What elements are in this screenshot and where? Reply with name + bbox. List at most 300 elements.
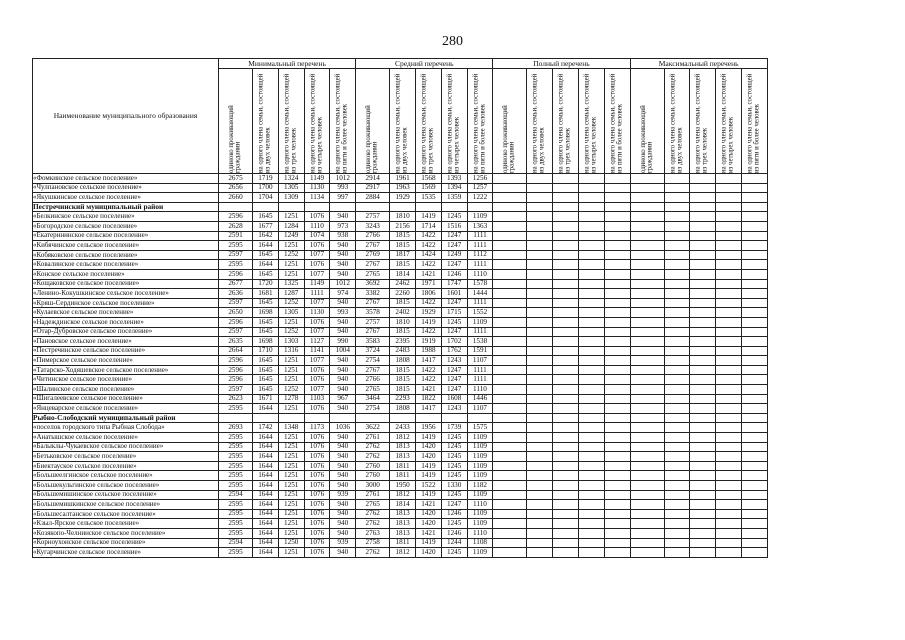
table-row [33, 221, 768, 231]
value-cell [741, 241, 767, 251]
value-cell [493, 452, 527, 462]
value-cell [604, 423, 630, 433]
value-cell [553, 356, 579, 366]
value-cell: 1245 [441, 212, 467, 222]
value-cell [664, 375, 690, 385]
value-cell [664, 317, 690, 327]
value-cell [578, 202, 604, 212]
value-cell [527, 308, 553, 318]
value-cell: 1244 [441, 538, 467, 548]
value-cell [527, 490, 553, 500]
value-cell [716, 471, 742, 481]
value-cell [630, 433, 664, 443]
value-cell: 1012 [330, 279, 356, 289]
table-row [33, 346, 768, 356]
value-cell [604, 519, 630, 529]
value-cell [716, 461, 742, 471]
value-cell [690, 193, 716, 203]
value-cell [527, 423, 553, 433]
value-cell [690, 183, 716, 193]
value-cell [527, 356, 553, 366]
value-cell: 1074 [304, 231, 330, 241]
value-cell: 1076 [304, 490, 330, 500]
value-cell [741, 298, 767, 308]
value-cell [415, 202, 441, 212]
table-row [33, 365, 768, 375]
value-cell [630, 413, 664, 423]
value-cell [690, 250, 716, 260]
value-cell [493, 193, 527, 203]
value-cell: 993 [330, 308, 356, 318]
value-cell [664, 442, 690, 452]
value-cell [716, 193, 742, 203]
value-cell: 1109 [467, 452, 493, 462]
value-cell: 1677 [253, 221, 279, 231]
value-cell [664, 404, 690, 414]
value-cell [741, 174, 767, 184]
value-cell [664, 509, 690, 519]
subcolumn-header-label: на одного члена семьи, состоящей из трех человек [557, 73, 572, 173]
value-cell [493, 528, 527, 538]
value-cell: 1251 [278, 356, 304, 366]
value-cell: 1077 [304, 250, 330, 260]
value-cell: 1251 [278, 241, 304, 251]
value-cell: 1111 [467, 260, 493, 270]
value-cell: 2628 [219, 221, 253, 231]
value-cell [716, 490, 742, 500]
value-cell [527, 481, 553, 491]
value-cell: 1110 [467, 500, 493, 510]
value-cell [330, 413, 356, 423]
subcolumn-header [390, 69, 416, 174]
value-cell: 1710 [253, 346, 279, 356]
value-cell: 1644 [253, 548, 279, 558]
value-cell [578, 423, 604, 433]
value-cell [553, 413, 579, 423]
municipality-name: «Отар-Дубровское сельское поселение» [33, 327, 219, 337]
municipality-name: «Кибячинское сельское поселение» [33, 241, 219, 251]
value-cell: 1251 [278, 317, 304, 327]
value-cell [493, 365, 527, 375]
value-cell [716, 452, 742, 462]
value-cell [604, 509, 630, 519]
value-cell [578, 385, 604, 395]
value-cell [278, 202, 304, 212]
table-row [33, 269, 768, 279]
value-cell [527, 212, 553, 222]
value-cell: 2766 [356, 375, 390, 385]
value-cell: 2765 [356, 500, 390, 510]
value-cell [253, 202, 279, 212]
value-cell: 1645 [253, 365, 279, 375]
value-cell [356, 413, 390, 423]
value-cell [741, 423, 767, 433]
value-cell [527, 461, 553, 471]
subcolumn-header-label: на одного члена семьи, состоящей из двух человек [394, 73, 409, 173]
value-cell [690, 346, 716, 356]
value-cell: 1127 [304, 337, 330, 347]
value-cell: 1077 [304, 385, 330, 395]
value-cell [690, 221, 716, 231]
value-cell [664, 538, 690, 548]
table-row [33, 433, 768, 443]
district-name: Рыбно-Слободский муниципальный район [33, 413, 219, 423]
value-cell [630, 327, 664, 337]
table-row [33, 289, 768, 299]
value-cell: 1251 [278, 365, 304, 375]
value-cell [527, 500, 553, 510]
value-cell: 2595 [219, 471, 253, 481]
value-cell: 1569 [415, 183, 441, 193]
value-cell: 1324 [278, 174, 304, 184]
table-row [33, 375, 768, 385]
value-cell: 1249 [278, 231, 304, 241]
value-cell: 2754 [356, 356, 390, 366]
value-cell: 1316 [278, 346, 304, 356]
value-cell: 3464 [356, 394, 390, 404]
value-cell [527, 337, 553, 347]
value-cell: 3382 [356, 289, 390, 299]
value-cell: 3583 [356, 337, 390, 347]
value-cell: 2636 [219, 289, 253, 299]
value-cell [604, 202, 630, 212]
value-cell [527, 375, 553, 385]
value-cell: 1422 [415, 231, 441, 241]
value-cell [630, 174, 664, 184]
value-cell [716, 346, 742, 356]
municipality-name: «Анатышское сельское поселение» [33, 433, 219, 443]
value-cell [493, 461, 527, 471]
value-cell [716, 269, 742, 279]
value-cell: 1245 [441, 548, 467, 558]
value-cell: 1810 [390, 212, 416, 222]
value-cell [664, 279, 690, 289]
value-cell [527, 183, 553, 193]
value-cell [578, 538, 604, 548]
value-cell: 2765 [356, 385, 390, 395]
table-row [33, 308, 768, 318]
value-cell [716, 528, 742, 538]
value-cell [690, 433, 716, 443]
value-cell: 1246 [441, 269, 467, 279]
value-cell: 1251 [278, 509, 304, 519]
subcolumn-header-label: на одного члена семьи, состоящей из трех человек [420, 73, 435, 173]
value-cell: 1245 [441, 490, 467, 500]
subcolumn-header [604, 69, 630, 174]
value-cell: 1251 [278, 528, 304, 538]
value-cell [716, 538, 742, 548]
value-cell: 2597 [219, 385, 253, 395]
value-cell: 1644 [253, 519, 279, 529]
subcolumn-header-label: на одного члена семьи, состоящей из пяти и более человек [335, 73, 349, 173]
value-cell: 1419 [415, 317, 441, 327]
municipality-name: «Янцеварское сельское поселение» [33, 404, 219, 414]
district-name: Пестречинский муниципальный район [33, 202, 219, 212]
value-cell: 1247 [441, 241, 467, 251]
value-cell: 1077 [304, 327, 330, 337]
value-cell: 1252 [278, 327, 304, 337]
value-cell: 2596 [219, 212, 253, 222]
value-cell: 990 [330, 337, 356, 347]
value-cell: 1814 [390, 500, 416, 510]
value-cell [604, 471, 630, 481]
value-cell: 1109 [467, 317, 493, 327]
value-cell: 1446 [467, 394, 493, 404]
subcolumn-header-label: одиноко проживающий гражданин [227, 105, 242, 173]
value-cell [578, 250, 604, 260]
value-cell: 940 [330, 528, 356, 538]
value-cell: 2767 [356, 298, 390, 308]
value-cell [664, 413, 690, 423]
table-row [33, 212, 768, 222]
value-cell [493, 183, 527, 193]
municipality-name: «Пановское сельское поселение» [33, 337, 219, 347]
value-cell: 1243 [441, 356, 467, 366]
value-cell: 1284 [278, 221, 304, 231]
value-cell: 940 [330, 548, 356, 558]
municipality-name: «Большеелгинское сельское поселение» [33, 471, 219, 481]
value-cell: 1420 [415, 452, 441, 462]
group-header-full: Полный перечень [493, 59, 630, 69]
value-cell [493, 346, 527, 356]
value-cell [578, 433, 604, 443]
value-cell: 2635 [219, 337, 253, 347]
value-cell [716, 183, 742, 193]
value-cell [527, 289, 553, 299]
value-cell: 1309 [278, 193, 304, 203]
value-cell: 1076 [304, 260, 330, 270]
value-cell [741, 337, 767, 347]
municipality-name: «Богородское сельское поселение» [33, 221, 219, 231]
table-row [33, 241, 768, 251]
value-cell [741, 183, 767, 193]
value-cell: 1111 [467, 365, 493, 375]
municipality-name: «поселок городского типа Рыбная Слобода» [33, 423, 219, 433]
value-cell: 1245 [441, 442, 467, 452]
value-cell: 1645 [253, 385, 279, 395]
value-cell: 1420 [415, 509, 441, 519]
value-cell: 2757 [356, 212, 390, 222]
value-cell [493, 269, 527, 279]
value-cell [553, 461, 579, 471]
value-cell [553, 183, 579, 193]
value-cell [741, 375, 767, 385]
value-cell [716, 241, 742, 251]
value-cell [741, 289, 767, 299]
value-cell [716, 375, 742, 385]
value-cell [493, 327, 527, 337]
value-cell [604, 241, 630, 251]
value-cell: 1109 [467, 212, 493, 222]
value-cell [527, 452, 553, 462]
value-cell [664, 500, 690, 510]
value-cell [527, 394, 553, 404]
value-cell [493, 375, 527, 385]
value-cell [578, 481, 604, 491]
value-cell: 2595 [219, 528, 253, 538]
value-cell: 2664 [219, 346, 253, 356]
value-cell: 1422 [415, 375, 441, 385]
value-cell [630, 241, 664, 251]
value-cell [553, 308, 579, 318]
value-cell [553, 231, 579, 241]
value-cell: 1720 [253, 279, 279, 289]
value-cell [664, 423, 690, 433]
value-cell: 1107 [467, 356, 493, 366]
value-cell [690, 404, 716, 414]
value-cell [604, 317, 630, 327]
value-cell [553, 250, 579, 260]
value-cell: 1815 [390, 375, 416, 385]
value-cell: 2884 [356, 193, 390, 203]
value-cell [630, 193, 664, 203]
value-cell [441, 202, 467, 212]
value-cell [527, 365, 553, 375]
value-cell [690, 317, 716, 327]
value-cell: 1110 [467, 528, 493, 538]
value-cell: 1173 [304, 423, 330, 433]
value-cell [630, 490, 664, 500]
value-cell: 1644 [253, 481, 279, 491]
value-cell [716, 202, 742, 212]
subcolumn-header-label: на одного члена семьи, состоящей из четырех человек [583, 73, 598, 173]
value-cell: 1111 [467, 375, 493, 385]
value-cell [741, 548, 767, 558]
value-cell: 1419 [415, 538, 441, 548]
value-cell [690, 538, 716, 548]
value-cell [716, 298, 742, 308]
value-cell [664, 193, 690, 203]
municipality-name: «Козякопо-Челнинское сельское поселение» [33, 528, 219, 538]
value-cell: 1251 [278, 461, 304, 471]
subcolumn-header [527, 69, 553, 174]
table-row [33, 490, 768, 500]
value-cell [664, 289, 690, 299]
value-cell [604, 452, 630, 462]
value-cell: 2433 [390, 423, 416, 433]
value-cell [527, 548, 553, 558]
value-cell [604, 308, 630, 318]
value-cell [493, 298, 527, 308]
value-cell [604, 279, 630, 289]
value-cell: 1252 [278, 250, 304, 260]
value-cell: 1109 [467, 433, 493, 443]
value-cell [690, 509, 716, 519]
value-cell [578, 298, 604, 308]
value-cell [741, 442, 767, 452]
value-cell: 1815 [390, 327, 416, 337]
value-cell [493, 548, 527, 558]
value-cell [604, 183, 630, 193]
value-cell: 1424 [415, 250, 441, 260]
value-cell [604, 481, 630, 491]
value-cell [604, 260, 630, 270]
value-cell [630, 356, 664, 366]
value-cell [553, 433, 579, 443]
value-cell: 1422 [415, 298, 441, 308]
value-cell [553, 212, 579, 222]
value-cell [493, 500, 527, 510]
value-cell [690, 452, 716, 462]
value-cell: 1278 [278, 394, 304, 404]
value-cell: 2767 [356, 241, 390, 251]
value-cell [716, 289, 742, 299]
table-row [33, 461, 768, 471]
value-cell [604, 538, 630, 548]
value-cell [716, 385, 742, 395]
value-cell [578, 317, 604, 327]
value-cell: 1419 [415, 461, 441, 471]
value-cell [716, 509, 742, 519]
value-cell: 1419 [415, 490, 441, 500]
value-cell: 1817 [390, 250, 416, 260]
value-cell: 1963 [390, 183, 416, 193]
value-cell: 1971 [415, 279, 441, 289]
table-row [33, 509, 768, 519]
value-cell: 1742 [253, 423, 279, 433]
value-cell [630, 461, 664, 471]
value-cell [690, 174, 716, 184]
table-row [33, 394, 768, 404]
value-cell [716, 356, 742, 366]
value-cell: 1004 [330, 346, 356, 356]
value-cell [604, 385, 630, 395]
value-cell: 2402 [390, 308, 416, 318]
value-cell: 1719 [253, 174, 279, 184]
value-cell [604, 375, 630, 385]
value-cell [630, 500, 664, 510]
value-cell [390, 413, 416, 423]
value-cell: 2766 [356, 231, 390, 241]
value-cell: 1251 [278, 519, 304, 529]
value-cell [716, 413, 742, 423]
value-cell: 1141 [304, 346, 330, 356]
table-row [33, 423, 768, 433]
value-cell: 1247 [441, 500, 467, 510]
value-cell: 2395 [390, 337, 416, 347]
value-cell [690, 327, 716, 337]
value-cell [690, 413, 716, 423]
table-row [33, 442, 768, 452]
value-cell: 1645 [253, 212, 279, 222]
value-cell [527, 519, 553, 529]
municipality-name: «Татарско-Ходяшевское сельское поселение» [33, 365, 219, 375]
value-cell [493, 433, 527, 443]
municipality-name: «Большемишкинское сельское поселение» [33, 500, 219, 510]
value-cell: 1134 [304, 193, 330, 203]
value-cell [493, 279, 527, 289]
value-cell: 1644 [253, 461, 279, 471]
value-cell [493, 202, 527, 212]
value-cell [219, 413, 253, 423]
value-cell [578, 327, 604, 337]
value-cell: 940 [330, 481, 356, 491]
value-cell [578, 413, 604, 423]
value-cell [493, 509, 527, 519]
value-cell [527, 509, 553, 519]
value-cell: 1644 [253, 442, 279, 452]
value-cell [630, 260, 664, 270]
value-cell [493, 241, 527, 251]
value-cell: 1644 [253, 538, 279, 548]
value-cell: 2483 [390, 346, 416, 356]
value-cell [741, 365, 767, 375]
value-cell [664, 241, 690, 251]
value-cell [741, 538, 767, 548]
value-cell [741, 279, 767, 289]
value-cell [741, 404, 767, 414]
value-cell [690, 269, 716, 279]
